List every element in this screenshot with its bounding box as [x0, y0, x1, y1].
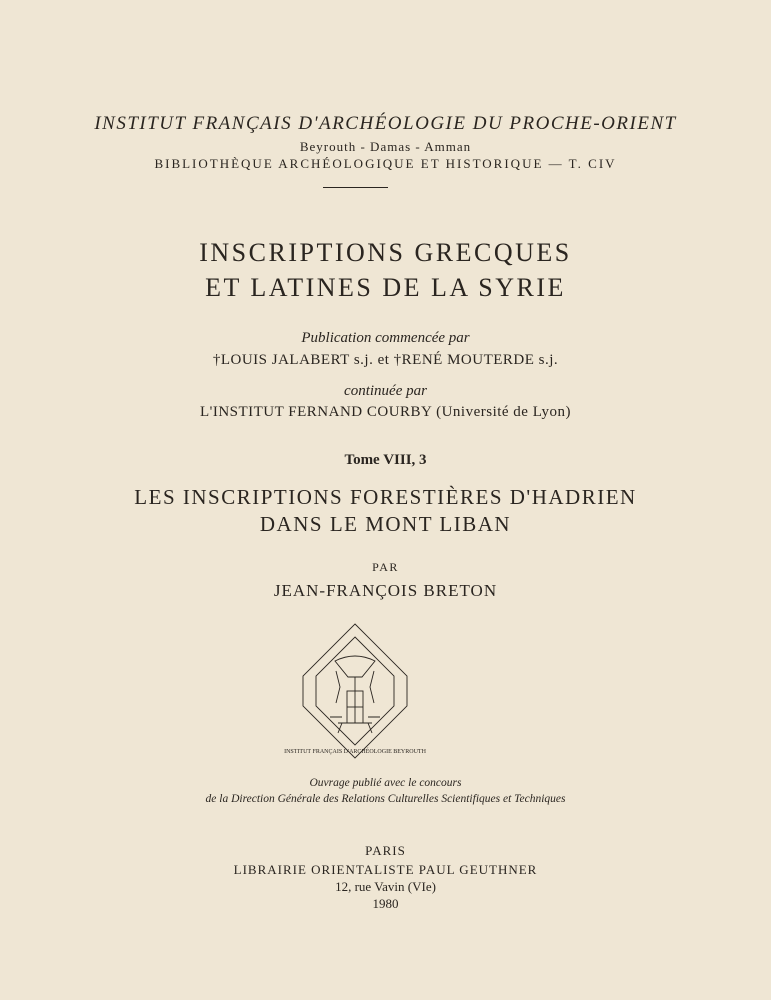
tome-number: Tome VIII, 3 — [344, 452, 427, 468]
series-line: BIBLIOTHÈQUE ARCHÉOLOGIQUE ET HISTORIQUE — T. CIV — [154, 156, 617, 171]
support-line-2: de la Direction Générale des Relations Culturelles Scientifiques et Techniques — [205, 793, 566, 805]
support-line-1: Ouvrage publié avec le concours — [309, 777, 462, 789]
imprint-publisher: LIBRAIRIE ORIENTALISTE PAUL GEUTHNER — [233, 862, 538, 877]
seal-text: INSTITUT FRANÇAIS D'ARCHÉOLOGIE BEYROUTH — [284, 749, 426, 755]
original-authors: †LOUIS JALABERT s.j. et †RENÉ MOUTERDE s.j. — [212, 352, 559, 368]
publication-started-label: Publication commencée par — [301, 330, 470, 346]
main-title-line-2: ET LATINES DE LA SYRIE — [205, 273, 566, 302]
volume-author: JEAN-FRANÇOIS BRETON — [273, 581, 498, 600]
divider-rule — [323, 187, 388, 188]
institute-name: INSTITUT FRANÇAIS D'ARCHÉOLOGIE DU PROCHE-ORIENT — [94, 113, 677, 134]
imprint-address: 12, rue Vavin (VIe) — [335, 879, 436, 894]
publication-continued-label: continuée par — [344, 383, 427, 399]
by-label: PAR — [372, 560, 399, 574]
cities-line: Beyrouth - Damas - Amman — [299, 139, 472, 154]
volume-title-line-2: DANS LE MONT LIBAN — [259, 512, 512, 536]
institute-seal-icon — [284, 621, 426, 761]
continuing-institute: L'INSTITUT FERNAND COURBY (Université de Lyon) — [199, 404, 572, 420]
imprint-city: PARIS — [365, 843, 406, 858]
volume-title-line-1: LES INSCRIPTIONS FORESTIÈRES D'HADRIEN — [134, 485, 637, 509]
main-title-line-1: INSCRIPTIONS GRECQUES — [199, 238, 572, 267]
imprint-year: 1980 — [372, 896, 399, 911]
